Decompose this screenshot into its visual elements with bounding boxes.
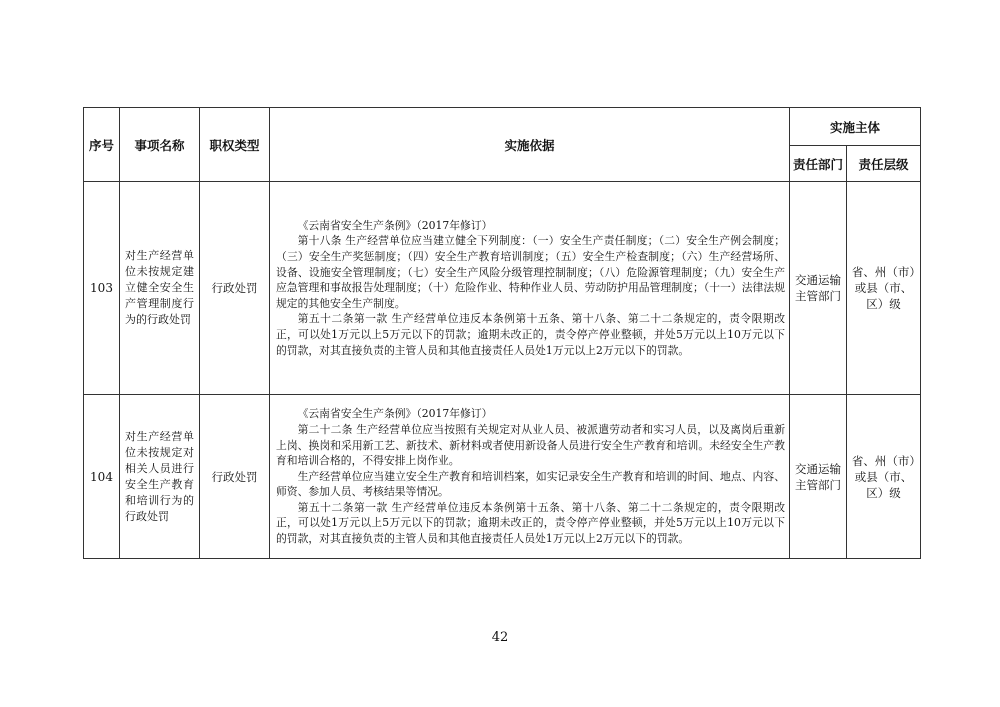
header-level: 责任层级 — [847, 146, 921, 182]
basis-paragraph: 第五十二条第一款 生产经营单位违反本条例第十五条、第十八条、第二十二条规定的，责令限期改正，可以处1万元以上5万元以下的罚款；逾期未改正的，责令停产停业整顿，并处5万元以上10万元以下的罚款，对其直接负责的主管人员和其他直接责任人员处1万元以上2万元以下的罚款。 — [276, 500, 785, 546]
header-basis: 实施依据 — [270, 108, 790, 182]
row-number: 104 — [84, 395, 120, 559]
basis-paragraph: 《云南省安全生产条例》（2017年修订） — [297, 407, 493, 421]
item-name: 对生产经营单位未按规定对相关人员进行安全生产教育和培训行为的行政处罚 — [120, 395, 200, 559]
header-subject: 实施主体 — [790, 108, 921, 146]
basis-paragraph: 第五十二条第一款 生产经营单位违反本条例第十五条、第十八条、第二十二条规定的，责令限期改正，可以处1万元以上5万元以下的罚款；逾期未改正的，责令停产停业整顿，并处5万元以上10万元以下的罚款，对其直接负责的主管人员和其他直接责任人员处1万元以上2万元以下的罚款。 — [276, 312, 785, 357]
authority-type: 行政处罚 — [200, 182, 270, 395]
basis-paragraph: 第二十二条 生产经营单位应当按照有关规定对从业人员、被派遣劳动者和实习人员，以及离岗后重新上岗、换岗和采用新工艺、新技术、新材料或者使用新设备人员进行安全生产教育和培训。未经安全生产教育和培训合格的，不得安排上岗作业。 — [276, 422, 785, 468]
header-type: 职权类型 — [200, 108, 270, 182]
basis-paragraph: 生产经营单位应当建立安全生产教育和培训档案，如实记录安全生产教育和培训的时间、地点、内容、师资、参加人员、考核结果等情况。 — [276, 469, 785, 499]
page-number: 42 — [491, 630, 509, 645]
header-dept: 责任部门 — [790, 146, 847, 182]
responsible-department: 交通运输主管部门 — [790, 395, 847, 559]
responsible-department: 交通运输主管部门 — [790, 182, 847, 395]
responsibility-level: 省、州（市）或县（市、区）级 — [847, 182, 921, 395]
legal-basis — [270, 395, 790, 559]
header-no: 序号 — [84, 108, 120, 182]
legal-basis — [270, 182, 790, 395]
item-name: 对生产经营单位未按规定建立健全安全生产管理制度行为的行政处罚 — [120, 182, 200, 395]
table-row — [84, 182, 921, 395]
header-name: 事项名称 — [120, 108, 200, 182]
table-row — [84, 395, 921, 559]
basis-paragraph: 第十八条 生产经营单位应当建立健全下列制度：（一）安全生产责任制度；（二）安全生产例会制度；（三）安全生产奖惩制度；（四）安全生产教育培训制度；（五）安全生产检查制度；（六）生产经营场所、设备、设施安全管理制度；（七）安全生产风险分级管理控制制度；（八）危险源管理制度；（九）安全生产应急管理和事故报告处理制度；（十）危险作业、特种作业人员、劳动防护用品管理制度；（十一）法律法规规定的其他安全生产制度。 — [276, 234, 785, 310]
authority-type: 行政处罚 — [200, 395, 270, 559]
authority-table — [83, 107, 921, 559]
responsibility-level: 省、州（市）或县（市、区）级 — [847, 395, 921, 559]
basis-paragraph: 《云南省安全生产条例》（2017年修订） — [297, 218, 493, 232]
row-number: 103 — [84, 182, 120, 395]
